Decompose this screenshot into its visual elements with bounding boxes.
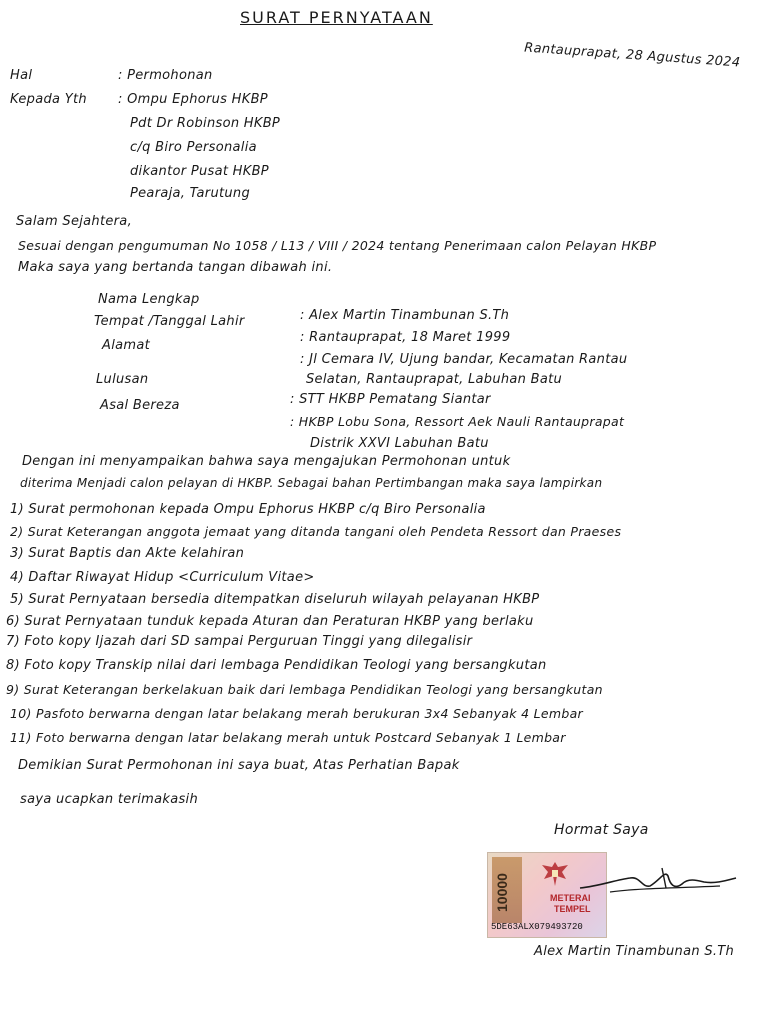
regards: Hormat Saya <box>554 822 649 838</box>
attachment-item: 8) Foto kopy Transkip nilai dari lembaga Pendidikan Teologi yang bersangkutan <box>6 658 547 673</box>
greeting: Salam Sejahtera, <box>16 214 132 229</box>
kepada-line: : Ompu Ephorus HKBP <box>118 92 268 107</box>
intro-line: Sesuai dengan pengumuman No 1058 / L13 / VIII / 2024 tentang Penerimaan calon Pelayan HKBP <box>18 238 657 253</box>
attachment-item: 1) Surat permohonan kepada Ompu Ephorus HKBP c/q Biro Personalia <box>10 502 486 517</box>
nama-label: Nama Lengkap <box>98 292 200 307</box>
lulusan-label: Lulusan <box>96 372 149 387</box>
nama-value: : Alex Martin Tinambunan S.Th <box>300 308 510 323</box>
ttl-label: Tempat /Tanggal Lahir <box>94 314 245 329</box>
attachment-item: 4) Daftar Riwayat Hidup <Curriculum Vitae> <box>10 570 315 585</box>
asal-line: : HKBP Lobu Sona, Ressort Aek Nauli Rantauprapat <box>290 414 625 429</box>
stamp-value: 10000 <box>494 873 510 913</box>
statement-line: diterima Menjadi calon pelayan di HKBP. Sebagai bahan Pertimbangan maka saya lampirkan <box>20 476 603 490</box>
hal-value: : Permohonan <box>118 68 213 83</box>
signature-icon <box>570 858 740 908</box>
attachment-item: 2) Surat Keterangan anggota jemaat yang ditanda tangani oleh Pendeta Ressort dan Praeses <box>10 524 622 539</box>
attachment-item: 9) Surat Keterangan berkelakuan baik dari lembaga Pendidikan Teologi yang bersangkutan <box>6 682 603 697</box>
hal-label: Hal <box>10 68 33 83</box>
kepada-line: dikantor Pusat HKBP <box>130 164 269 179</box>
statement-line: Dengan ini menyampaikan bahwa saya mengajukan Permohonan untuk <box>22 454 511 469</box>
closing-line: Demikian Surat Permohonan ini saya buat, Atas Perhatian Bapak <box>18 758 460 773</box>
attachment-item: 6) Surat Pernyataan tunduk kepada Aturan dan Peraturan HKBP yang berlaku <box>6 614 534 629</box>
kepada-label: Kepada Yth <box>10 92 87 107</box>
stamp-label-2: TEMPEL <box>554 904 591 914</box>
attachment-item: 5) Surat Pernyataan bersedia ditempatkan diseluruh wilayah pelayanan HKBP <box>10 592 540 607</box>
attachment-item: 3) Surat Baptis dan Akte kelahiran <box>10 546 245 561</box>
asal-line: Distrik XXVI Labuhan Batu <box>310 436 489 451</box>
asal-label: Asal Bereza <box>100 398 180 413</box>
ttl-value: : Rantauprapat, 18 Maret 1999 <box>300 330 511 345</box>
attachment-item: 10) Pasfoto berwarna dengan latar belakang merah berukuran 3x4 Sebanyak 4 Lembar <box>10 706 583 721</box>
intro-line: Maka saya yang bertanda tangan dibawah ini. <box>18 260 333 275</box>
letter-title: SURAT PERNYATAAN <box>240 8 433 27</box>
kepada-line: c/q Biro Personalia <box>130 140 257 155</box>
attachment-item: 11) Foto berwarna dengan latar belakang merah untuk Postcard Sebanyak 1 Lembar <box>10 730 566 745</box>
kepada-line: Pdt Dr Robinson HKBP <box>130 116 281 131</box>
stamp-label-1: METERAI <box>550 893 591 903</box>
alamat-line: : Jl Cemara IV, Ujung bandar, Kecamatan Rantau <box>300 352 628 367</box>
closing-line: saya ucapkan terimakasih <box>20 792 199 807</box>
place-date: Rantauprapat, 28 Agustus 2024 <box>523 40 741 71</box>
garuda-emblem-icon <box>538 859 572 889</box>
kepada-line: Pearaja, Tarutung <box>130 186 251 201</box>
attachment-item: 7) Foto kopy Ijazah dari SD sampai Perguruan Tinggi yang dilegalisir <box>6 634 473 649</box>
alamat-line: Selatan, Rantauprapat, Labuhan Batu <box>306 372 563 387</box>
lulusan-value: : STT HKBP Pematang Siantar <box>290 392 491 407</box>
signer-name: Alex Martin Tinambunan S.Th <box>534 944 735 959</box>
stamp-serial: 5DE63ALX079493720 <box>491 922 583 932</box>
alamat-label: Alamat <box>102 338 150 353</box>
